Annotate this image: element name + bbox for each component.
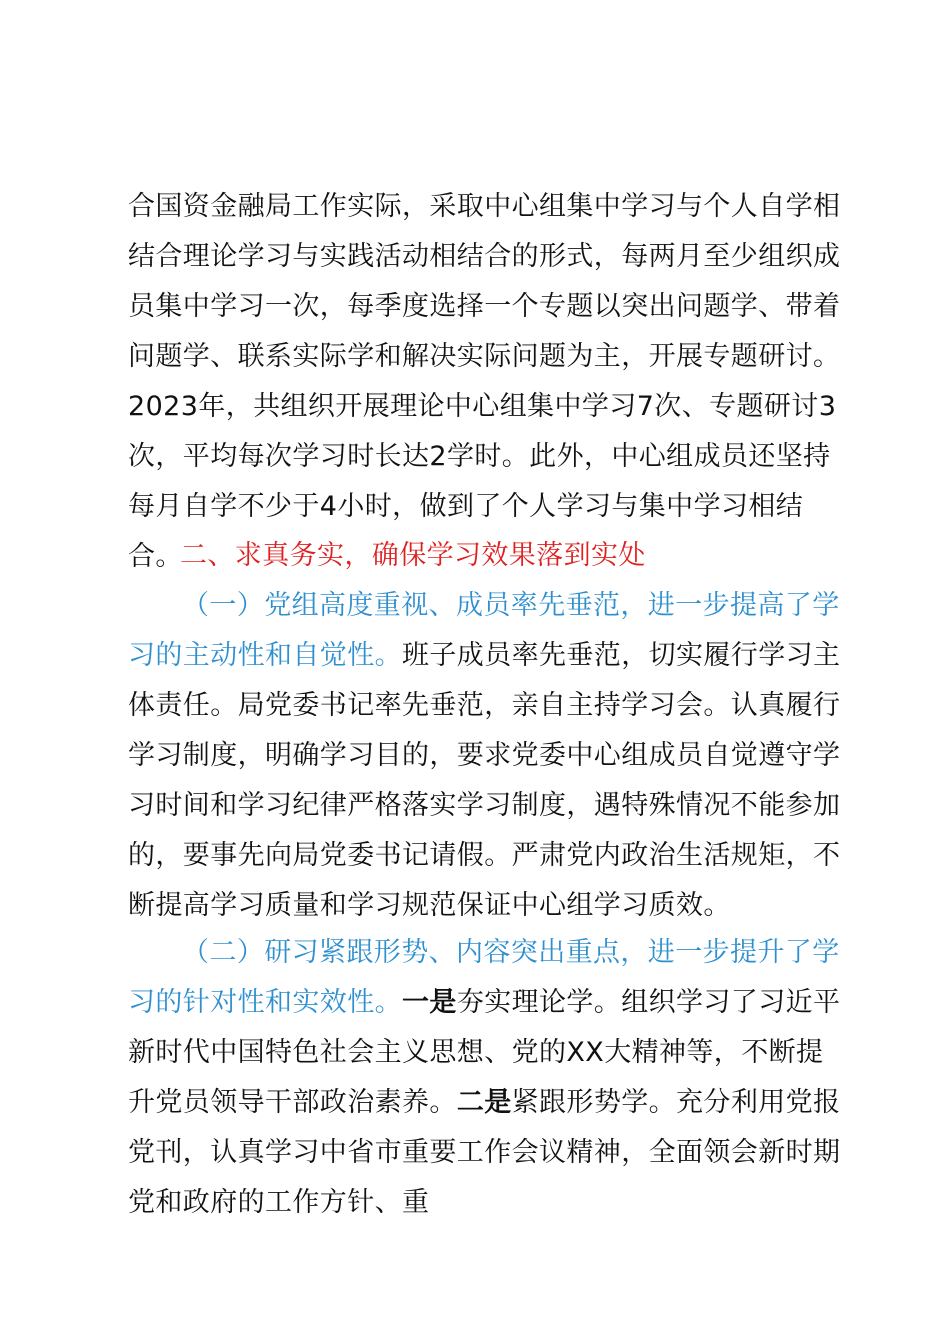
subheading-1: （一）党组高度重视、成员率先垂范，进一步提高了学习的主动性和自觉性。 (128, 590, 840, 671)
lead-second: 二是 (456, 1087, 512, 1118)
paragraph-leadership (128, 581, 848, 931)
lead-first: 一是 (402, 987, 457, 1018)
paragraph-leadership-body: 班子成员率先垂范，切实履行学习主体责任。局党委书记率先垂范，亲自主持学习会。认真履行学习制度，明确学习目的，要求党委中心组成员自觉遵守学习时间和学习纪律严格落实学习制度，遇特殊情况不能参加的，要事先向局党委书记请假。严肃党内政治生活规矩，不断提高学习质量和学习规范保证中心组学习质效。 (128, 640, 841, 921)
subheading-2: （二）研习紧跟形势、内容突出重点，进一步提升了学习的针对性和实效性。 (128, 937, 840, 1018)
paragraph-focus-body-2: 紧跟形势学。充分利用党报党刊，认真学习中省市重要工作会议精神，全面领会新时期党和政府的工作方针、重 (128, 1087, 841, 1218)
paragraph-focus-body-1: 夯实理论学。组织学习了习近平新时代中国特色社会主义思想、党的XX大精神等，不断提升党员领导干部政治素养。 (128, 987, 841, 1118)
section-heading: 二、求真务实，确保学习效果落到实处 (180, 540, 646, 571)
paragraph-focus (128, 928, 848, 1228)
paragraph-learning-format: 合国资金融局工作实际，采取中心组集中学习与个人自学相结合理论学习与实践活动相结合的形式，每两月至少组织成员集中学习一次，每季度选择一个专题以突出问题学、带着问题学、联系实际学和解决实际问题为主，开展专题研讨。2023年，共组织开展理论中心组集中学习7次、专题研讨3次，平均每次学习时长达2学时。此外，中心组成员还坚持每月自学不少于4小时，做到了个人学习与集中学习相结合。 (128, 191, 841, 572)
